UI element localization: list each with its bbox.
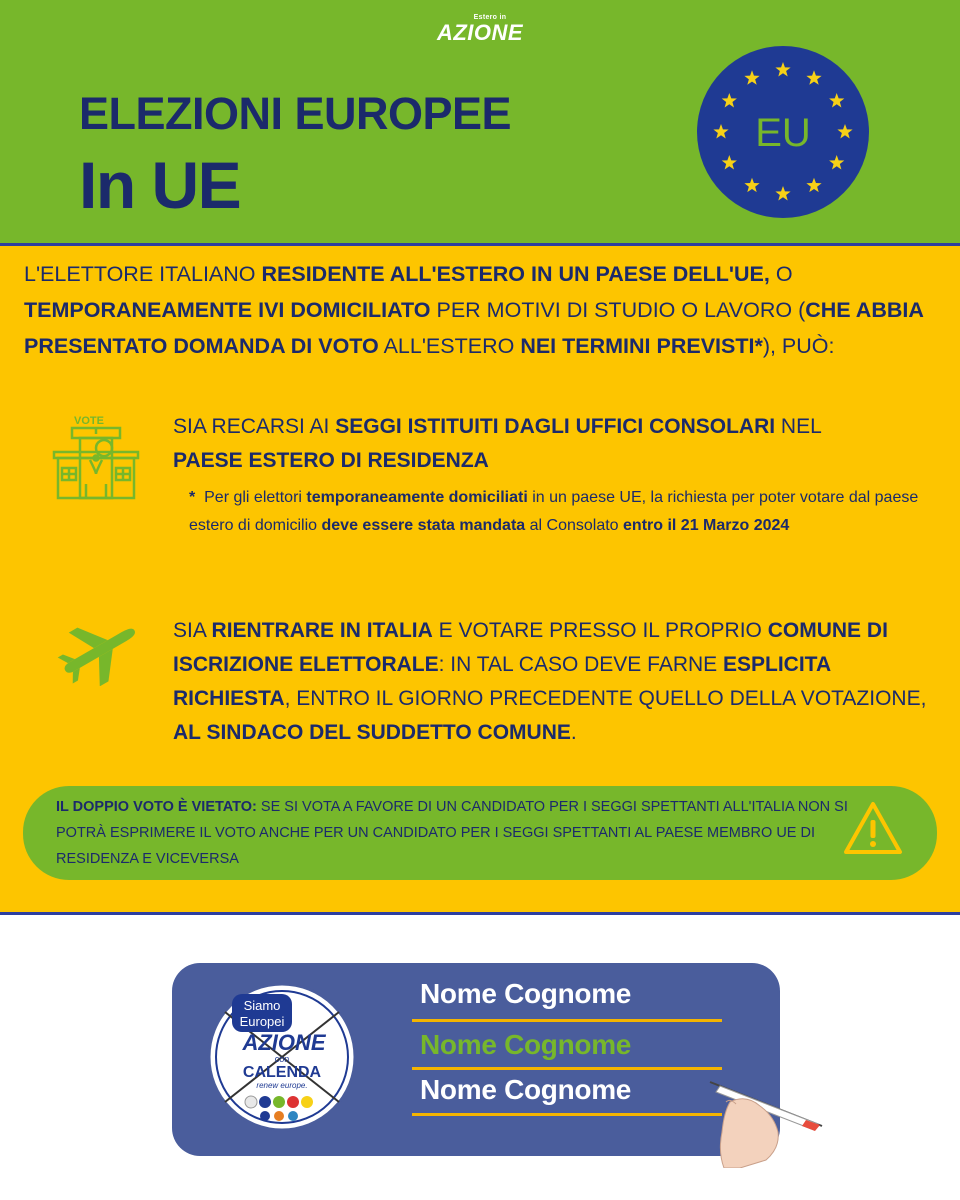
candidate-name-2: Nome Cognome <box>420 1029 632 1060</box>
page-subtitle: In UE <box>79 148 241 222</box>
option1-emphasis: PAESE ESTERO DI RESIDENZA <box>173 449 489 472</box>
airplane-icon <box>56 616 142 686</box>
intro-emphasis: TEMPORANEAMENTE IVI DOMICILIATO <box>24 298 431 322</box>
footnote-emphasis: entro il 21 Marzo 2024 <box>623 517 790 534</box>
intro-text: O <box>769 262 793 286</box>
footnote-text: Per gli elettori <box>204 489 307 506</box>
vote-building-icon <box>50 412 142 502</box>
footnote-emphasis: temporaneamente domiciliati <box>306 489 528 506</box>
warning-body: SE SI VOTA A FAVORE DI UN CANDIDATO PER I SEGGI SPETTANTI ALL'ITALIA NON SI POTRÀ ESPRIMERE IL VOTO ANCHE PER UN CANDIDATO PER I SEGGI SPETTANTI AL PAESE MEMBRO UE DI RESIDENZA E VICEVERSA <box>56 799 848 867</box>
eu-flag-icon <box>697 46 869 218</box>
logo-line1: Siamo <box>243 998 281 1013</box>
logo-calenda: CALENDA <box>242 1064 322 1081</box>
footnote <box>189 484 929 540</box>
hand-writing-pen-icon <box>700 1072 830 1168</box>
option2-part: E VOTARE PRESSO IL PROPRIO <box>432 619 768 642</box>
logo-line2: Europei <box>239 1014 285 1029</box>
intro-emphasis: RESIDENTE ALL'ESTERO IN UN PAESE DELL'UE, <box>261 262 770 286</box>
option2-text <box>173 614 933 750</box>
option2-part: . <box>570 721 577 744</box>
preference-line-2 <box>412 1067 722 1070</box>
intro-text: ), PUÒ: <box>762 334 835 358</box>
option1-emphasis: SEGGI ISTITUITI DAGLI UFFICI CONSOLARI <box>335 415 776 438</box>
intro-text: ALL'ESTERO <box>378 334 521 358</box>
page-title: ELEZIONI EUROPEE <box>79 88 512 139</box>
footnote-text: al Consolato <box>525 517 624 534</box>
intro-emphasis: CHE ABBIA PRESENTATO DOMANDA DI VOTO <box>24 298 924 358</box>
option2-part: SIA <box>173 619 212 642</box>
warning-text <box>56 794 856 872</box>
option2-emphasis: COMUNE DI ISCRIZIONE ELETTORALE <box>173 619 888 676</box>
option2-emphasis: AL SINDACO DEL SUDDETTO COMUNE <box>173 721 571 744</box>
preference-line-3 <box>412 1113 722 1116</box>
party-logo <box>207 982 357 1132</box>
option2-emphasis: ESPLICITA RICHIESTA <box>173 653 831 710</box>
option2-emphasis: RIENTRARE IN ITALIA <box>211 619 433 642</box>
intro-text: L'ELETTORE ITALIANO <box>24 262 262 286</box>
option1-part: SIA RECARSI AI <box>173 415 336 438</box>
intro-text: PER MOTIVI DI STUDIO O LAVORO ( <box>430 298 806 322</box>
logo-brand-text: AZIONE <box>242 1030 326 1055</box>
option1-text <box>173 410 933 478</box>
intro-paragraph <box>24 256 944 364</box>
warning-title: IL DOPPIO VOTO È VIETATO: <box>56 799 257 815</box>
azione-logo <box>0 14 960 44</box>
warning-triangle-icon <box>842 800 904 856</box>
logo-kicker: Estero in <box>473 14 507 21</box>
candidate-name-3: Nome Cognome <box>420 1074 632 1105</box>
candidate-name-1: Nome Cognome <box>420 978 632 1009</box>
footnote-emphasis: deve essere stata mandata <box>321 517 526 534</box>
option1-part: NEL <box>775 415 822 438</box>
logo-brand: AZIONE <box>436 20 524 45</box>
eu-label: EU <box>755 111 811 155</box>
option2-part: , ENTRO IL GIORNO PRECEDENTE QUELLO DELLA VOTAZIONE, <box>284 687 927 710</box>
preference-line-1 <box>412 1019 722 1022</box>
footnote-text: in un paese UE, la richiesta per poter votare dal paese estero di domicilio <box>189 489 919 534</box>
logo-con: con <box>274 1054 290 1064</box>
vote-label: VOTE <box>74 415 104 427</box>
logo-renew: renew europe. <box>256 1081 308 1090</box>
option2-part: : IN TAL CASO DEVE FARNE <box>438 653 723 676</box>
intro-emphasis: NEI TERMINI PREVISTI* <box>520 334 763 358</box>
footnote-asterisk: * <box>189 489 196 506</box>
